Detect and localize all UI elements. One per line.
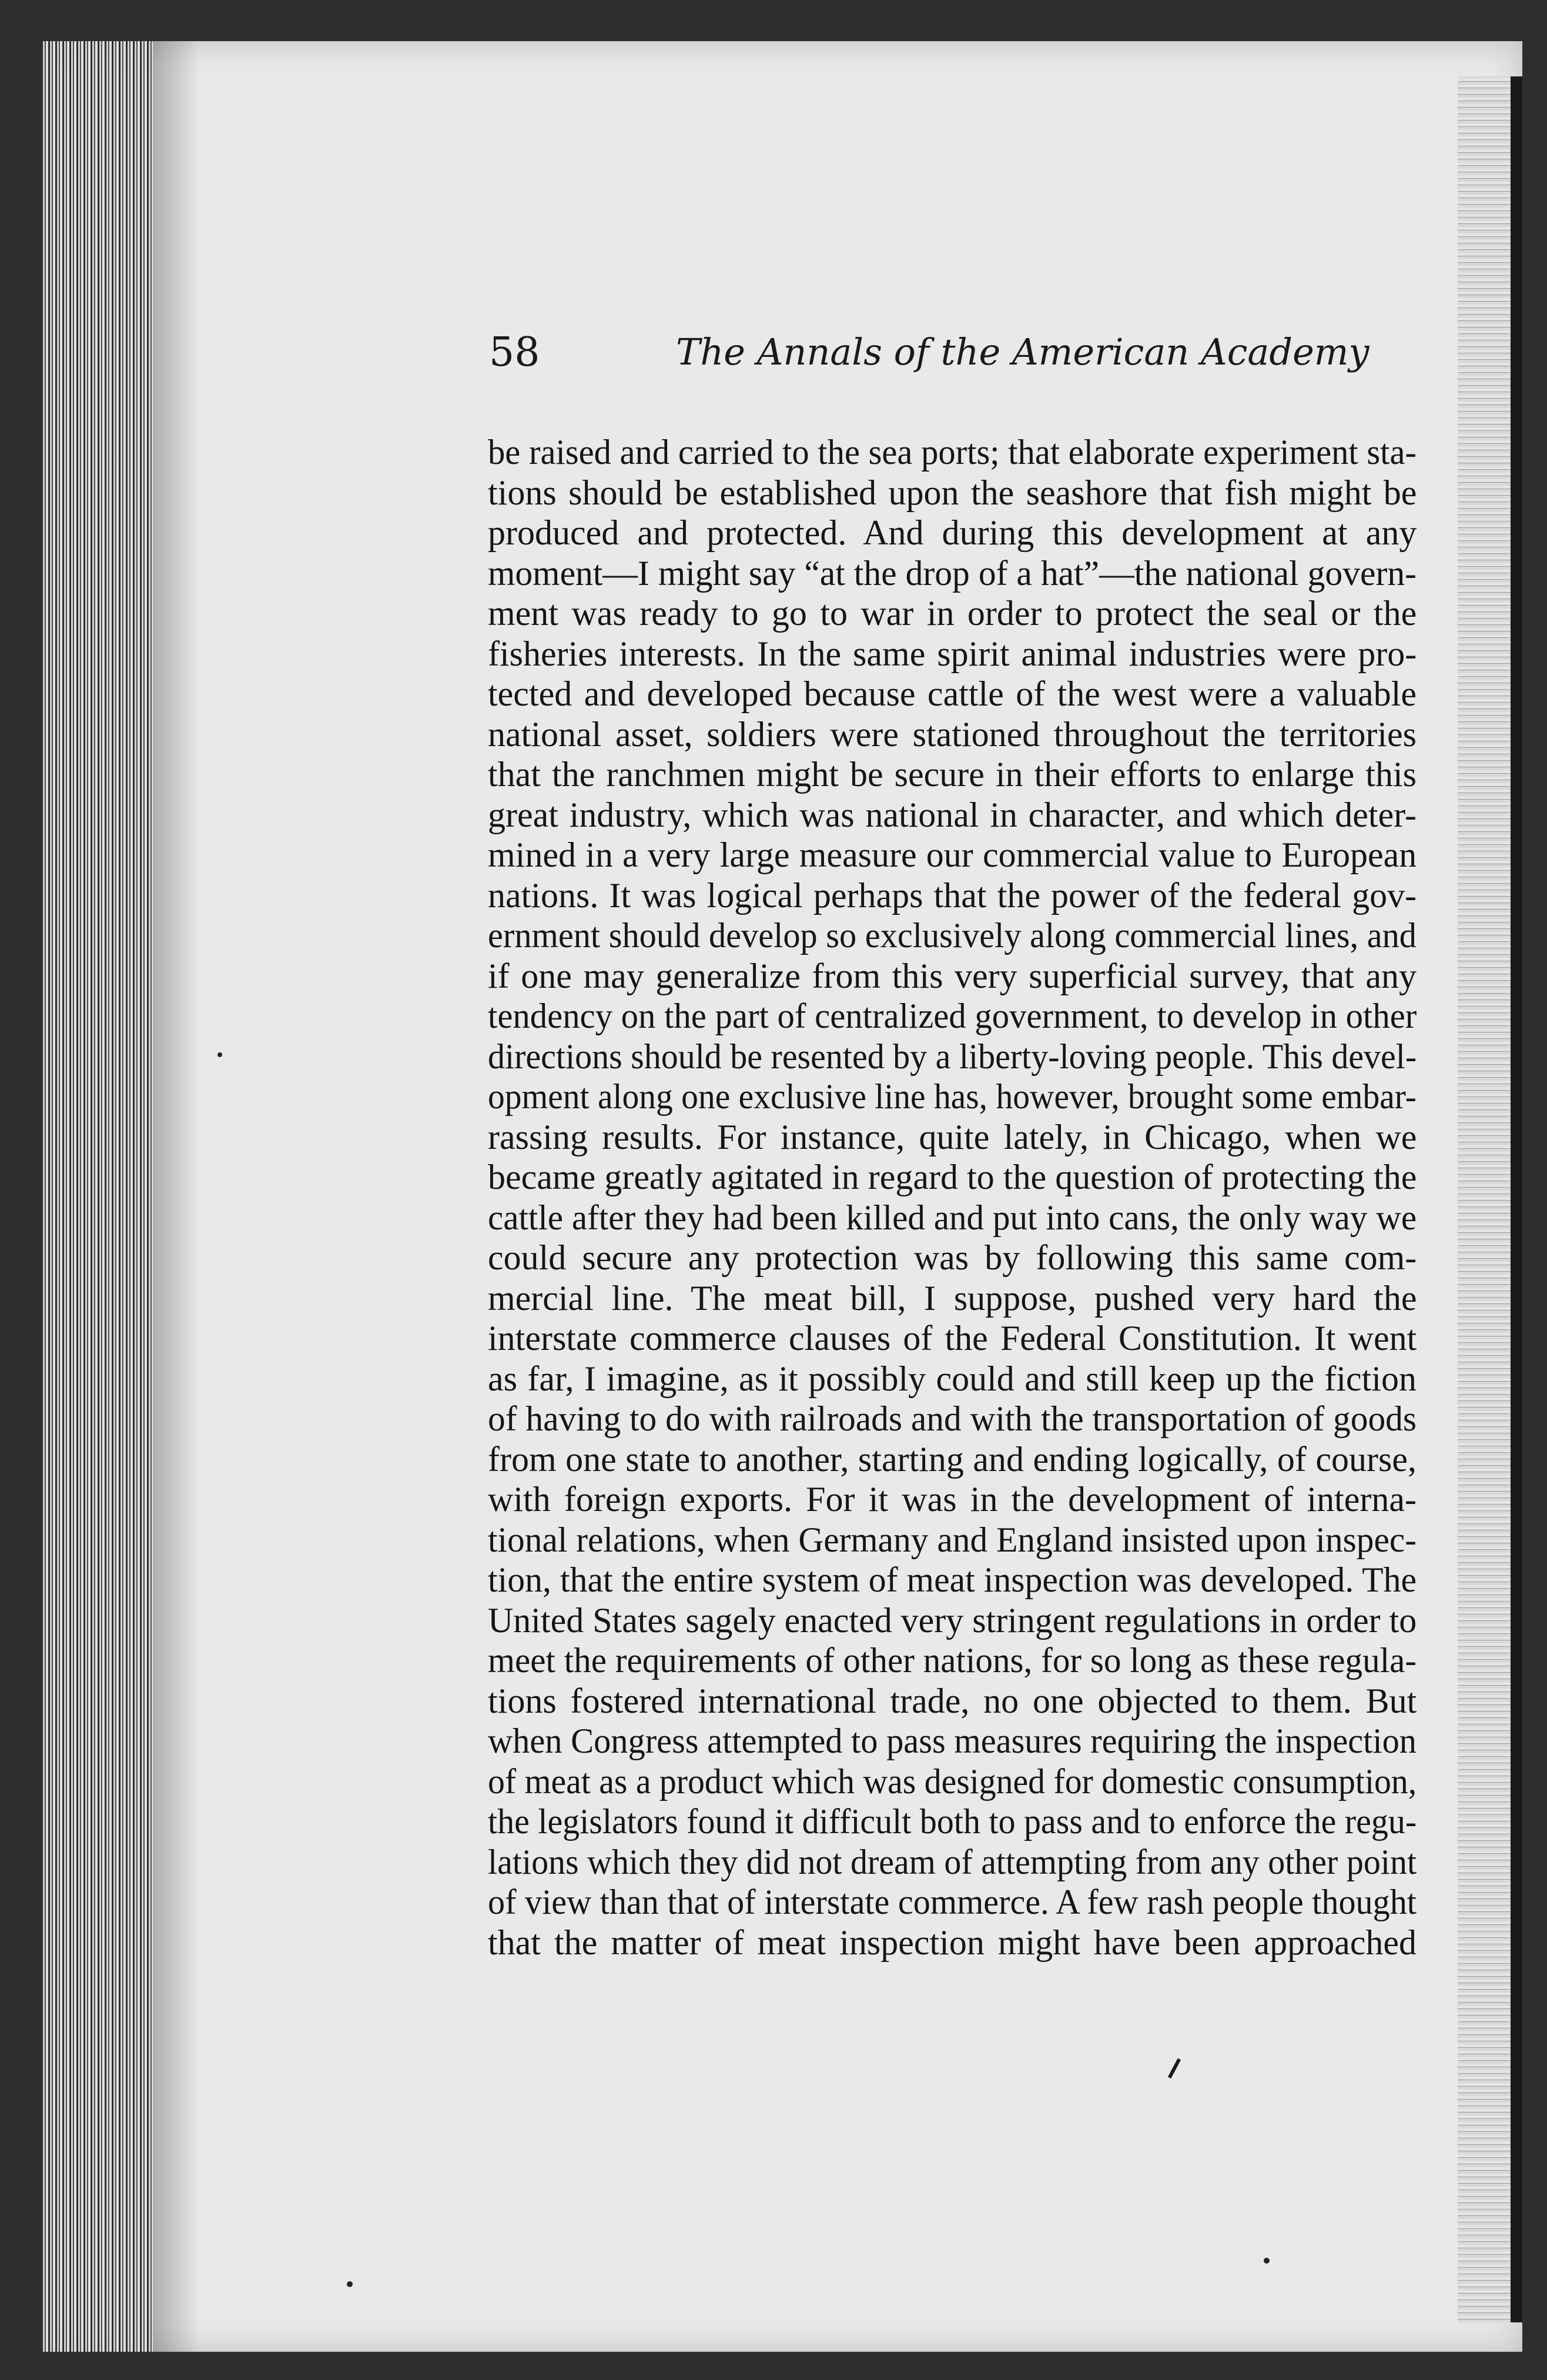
text-line: from one state to another, starting and ending logically, of course,	[488, 1439, 1417, 1479]
scan-speck	[1264, 2258, 1270, 2264]
text-line: national asset, soldiers were stationed throughout the territories	[488, 714, 1417, 754]
text-line: opment along one exclusive line has, however, brought some embar-	[488, 1077, 1417, 1116]
fore-edge-shadow	[1511, 76, 1522, 2322]
text-line: when Congress attempted to pass measures requiring the inspection	[488, 1722, 1417, 1760]
text-line: of having to do with railroads and with the transportation of goods	[488, 1399, 1417, 1438]
text-line: became greatly agitated in regard to the question of protecting the	[488, 1158, 1417, 1196]
book-page	[41, 41, 1522, 2352]
text-line: lations which they did not dream of attempting from any other point	[488, 1842, 1417, 1881]
text-line: tendency on the part of centralized government, to develop in other	[488, 997, 1417, 1035]
text-line: be raised and carried to the sea ports; that elaborate experiment sta-	[488, 433, 1417, 472]
text-line: mined in a very large measure our commercial value to European	[488, 835, 1417, 874]
scan-speck	[217, 1052, 222, 1057]
text-line: tions fostered international trade, no one objected to them. But	[488, 1681, 1417, 1720]
text-line: that the matter of meat inspection might have been approached	[488, 1923, 1417, 1962]
text-line: as far, I imagine, as it possibly could and still keep up the fiction	[488, 1359, 1417, 1398]
book-spine-gutter	[41, 41, 153, 2352]
text-line: tected and developed because cattle of the west were a valuable	[488, 674, 1417, 713]
text-line: United States sagely enacted very stringent regulations in order to	[488, 1600, 1417, 1640]
text-line: directions should be resented by a liberty-loving people. This devel-	[488, 1037, 1417, 1076]
text-line: of meat as a product which was designed for domestic consumption,	[488, 1761, 1417, 1801]
running-title: The Annals of the American Academy	[676, 330, 1369, 373]
text-line: with foreign exports. For it was in the development of interna-	[488, 1480, 1417, 1519]
text-line: tional relations, when Germany and England insisted upon inspec-	[488, 1520, 1417, 1559]
text-line: that the ranchmen might be secure in their efforts to enlarge this	[488, 755, 1417, 794]
pencil-mark	[1168, 2058, 1181, 2079]
text-line: mercial line. The meat bill, I suppose, pushed very hard the	[488, 1278, 1417, 1318]
text-line: the legislators found it difficult both to pass and to enforce the regu-	[488, 1802, 1417, 1841]
text-line: ernment should develop so exclusively along commercial lines, and	[488, 916, 1417, 955]
text-line: tion, that the entire system of meat inspection was developed. The	[488, 1560, 1417, 1599]
text-line: of view than that of interstate commerce. A few rash people thought	[488, 1883, 1417, 1921]
text-line: interstate commerce clauses of the Federal Constitution. It went	[488, 1319, 1417, 1358]
text-line: great industry, which was national in character, and which deter-	[488, 795, 1417, 834]
gutter-shadow	[153, 41, 200, 2352]
text-line: tions should be established upon the seashore that fish might be	[488, 473, 1417, 512]
text-line: could secure any protection was by following this same com-	[488, 1238, 1417, 1277]
text-line: fisheries interests. In the same spirit animal industries were pro-	[488, 634, 1417, 673]
page-header	[453, 317, 1440, 394]
scan-speck	[347, 2281, 353, 2287]
text-line: rassing results. For instance, quite lately, in Chicago, when we	[488, 1117, 1417, 1156]
text-line: meet the requirements of other nations, for so long as these regula-	[488, 1641, 1417, 1680]
text-line: cattle after they had been killed and put into cans, the only way we	[488, 1198, 1417, 1237]
text-line: ment was ready to go to war in order to protect the seal or the	[488, 594, 1417, 633]
page-number: 58	[489, 329, 540, 376]
body-text	[488, 432, 1417, 1963]
text-line: nations. It was logical perhaps that the power of the federal gov-	[488, 875, 1417, 915]
text-line: if one may generalize from this very superficial survey, that any	[488, 956, 1417, 995]
text-line: moment—I might say “at the drop of a hat”—the national govern-	[488, 553, 1417, 593]
text-line: produced and protected. And during this development at any	[488, 513, 1417, 552]
